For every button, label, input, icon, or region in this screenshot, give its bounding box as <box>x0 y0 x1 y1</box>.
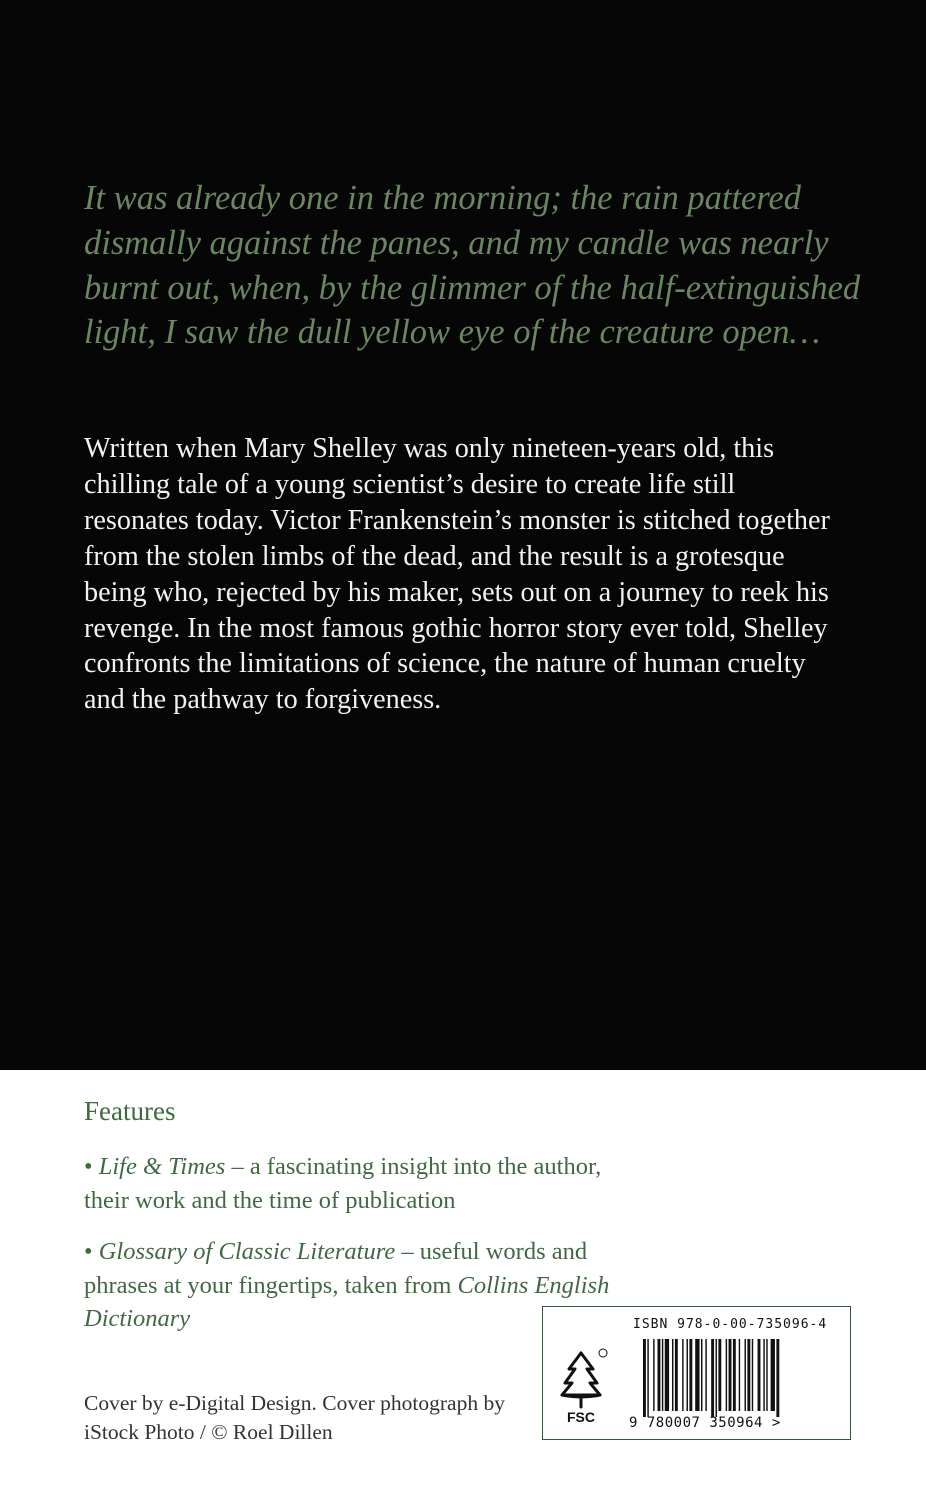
feature-name: Glossary of Classic Literature <box>98 1238 396 1265</box>
barcode-bar <box>771 1339 775 1411</box>
barcode-bar <box>653 1339 654 1411</box>
features-title: Features <box>84 1096 176 1126</box>
bullet: • <box>84 1238 93 1265</box>
barcode-bar <box>716 1339 717 1417</box>
barcode-bar <box>701 1339 702 1411</box>
barcode-bar <box>726 1339 727 1411</box>
barcode-bar <box>766 1339 767 1411</box>
barcode-icon <box>643 1339 813 1417</box>
barcode-bar <box>739 1339 740 1411</box>
fsc-label: FSC <box>567 1409 595 1425</box>
barcode-bar <box>763 1339 764 1411</box>
book-blurb: Written when Mary Shelley was only nineteen-years old, this chilling tale of a young scientist’s desire to create life still resonates today. Victor Frankenstein’s monster is stitched together from the stolen limbs of the dead, and the result is a grotesque being who, rejected by his maker, sets out on a journey to reek his revenge. In the most famous gothic horror story ever told, Shelley confronts the limitations of science, the nature of human cruelty and the pathway to forgiveness. <box>84 433 830 716</box>
bullet: • <box>84 1153 93 1180</box>
barcode-bar <box>643 1339 646 1417</box>
feature-description: – a fascinating insight into the author, their work and the time of publication <box>84 1153 602 1214</box>
barcode-bar <box>745 1339 746 1411</box>
opening-quote: It was already one in the morning; the rain pattered dismally against the panes, and my candle was nearly burnt out, when, by the glimmer of the half-extinguished light, I saw the dull yellow eye of the creature open… <box>84 179 861 352</box>
barcode-bar <box>747 1339 750 1411</box>
feature-description: – useful words and phrases at your fingertips, taken from <box>84 1238 588 1299</box>
barcode-bar <box>729 1339 732 1411</box>
barcode-bar <box>662 1339 663 1411</box>
barcode-bar <box>687 1339 688 1411</box>
barcode-digits: 9 780007 350964 > <box>629 1415 781 1431</box>
feature-source: Collins English Dictionary <box>84 1271 610 1332</box>
feature-item-glossary <box>84 1235 614 1336</box>
cover-credits: Cover by e-Digital Design. Cover photograph by iStock Photo / © Roel Dillen <box>84 1391 505 1444</box>
barcode-bar <box>695 1339 699 1411</box>
isbn-barcode-box <box>542 1306 851 1440</box>
barcode-bar <box>733 1339 736 1411</box>
barcode-bar <box>711 1339 714 1417</box>
barcode-bar <box>647 1339 648 1417</box>
feature-item-life-times <box>84 1150 614 1217</box>
barcode-bar <box>776 1339 779 1417</box>
barcode-bar <box>758 1339 761 1411</box>
barcode-bar <box>682 1339 683 1411</box>
isbn-label: ISBN 978-0-00-735096-4 <box>633 1317 828 1332</box>
barcode-bar <box>675 1339 678 1411</box>
barcode-bar <box>658 1339 661 1411</box>
barcode-bar <box>752 1339 753 1411</box>
barcode-bar <box>665 1339 669 1411</box>
barcode-bar <box>672 1339 673 1411</box>
fsc-tree-logo-icon <box>553 1345 609 1425</box>
barcode-bar <box>689 1339 692 1411</box>
barcode-bar <box>718 1339 721 1411</box>
feature-name: Life & Times <box>98 1153 226 1180</box>
barcode-bar <box>705 1339 706 1411</box>
